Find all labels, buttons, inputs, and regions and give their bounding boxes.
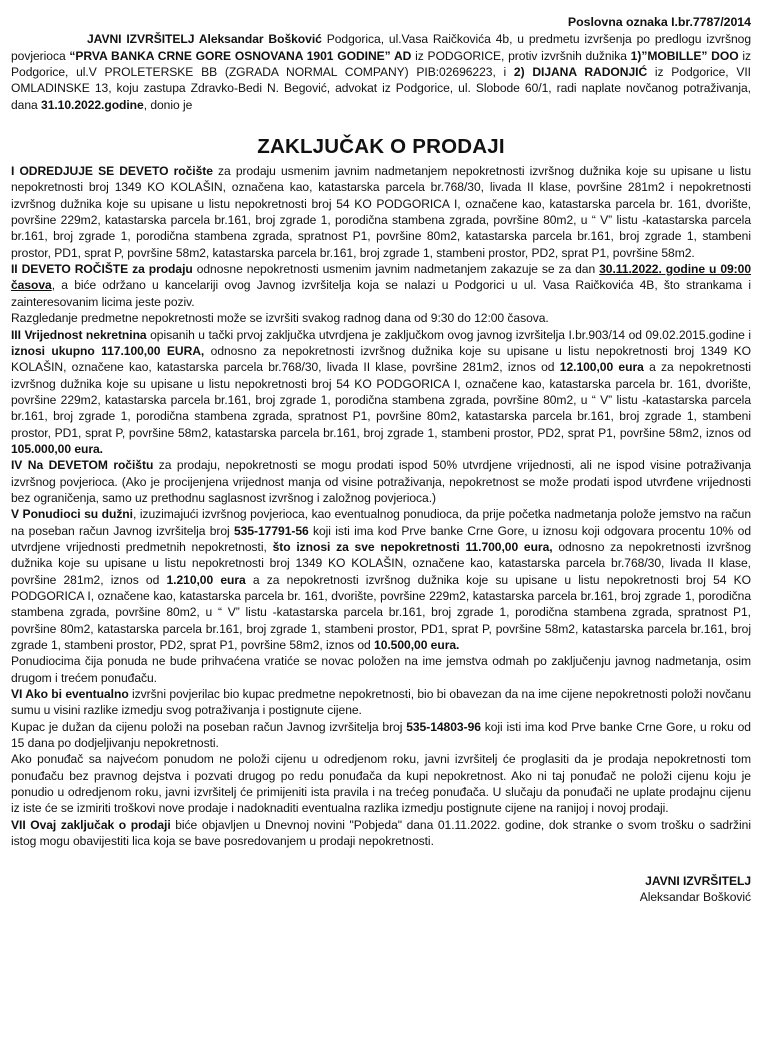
text-run: za prodaju usmenim javnim nadmetanjem nepokretnosti izvršnog dužnika koje su upisane u listu nepokretnosti broj 1349 KO KOLAŠIN, označena kao, katastarska parcela br.768/30, livada II klase, površine 281m2 i nepokretnosti izvršnog dužnika koje su upisane u listu nepokretnosti broj 54 KO PODGORICA I, označene kao, katastarska parcela br. 161, dvorište, površine 229m2, katastarska parcela br.161, broj zgrade 1, porodična stambena zgrada, površine 80m2, u “ V” listu -katastarska parcela br.161, broj zgrade 1, porodična stambena zgrada, spratnost P1, površine 80m2, katastarska parcela br.161, broj zgrade 1, stambeni prostor, PD1, sprat P, površine 58m2, katastarska parcela br.161, broj zgrade 1, stambeni prostor, PD2, sprat P1, površine 58m2.: [11, 164, 751, 260]
text-run: 31.10.2022.godine: [41, 97, 144, 112]
body-paragraph: [11, 719, 751, 752]
text-run: odnosno za nepokretnosti izvršnog dužnika koje su upisane u listu nepokretnosti broj 1349 KO KOLAŠIN, označene kao, katastarska parcela br.768/30, livada II klase, površine 281m2, iznos od: [11, 539, 752, 587]
text-run: što iznosi za sve nepokretnosti 11.700,00 eura,: [272, 539, 553, 554]
text-run: JAVNI IZVRŠITELJ Aleksandar Bošković: [87, 32, 322, 47]
text-run: 535-14803-96: [406, 719, 481, 734]
body-paragraph: [11, 506, 751, 653]
text-run: 1)”MOBILLE” DOO: [630, 48, 739, 63]
text-run: a za nepokretnosti izvršnog dužnika koje su upisane u listu nepokretnosti broj 54 KO PODGORICA I, označene kao, katastarska parcela br. 161, dvorište, površine 229m2, katastarska parcela br.161, broj zgrade 1, porodična stambena zgrada, površine 80m2, u “ V” listu -katastarska parcela br.161, broj zgrade 1, porodična stambena zgrada, spratnost P1, površine 80m2, katastarska parcela br.161, broj zgrade 1, stambeni prostor, PD1, sprat P, površine 58m2, katastarska parcela br.161, broj zgrade 1, stambeni prostor, PD2, sprat P1, površine 58m2, iznos od: [11, 360, 751, 440]
intro-paragraph: [11, 31, 751, 113]
text-run: “PRVA BANKA CRNE GORE OSNOVANA 1901 GODINE” AD: [69, 48, 412, 63]
text-run: koji isti ima kod Prve banke Crne Gore, u iznosu koji odgovara procentu 10% od utvrdjene vrijednosti predmetnih nepokretnosti,: [11, 523, 752, 554]
text-run: 105.000,00 eura.: [11, 441, 103, 456]
text-run: Podgorica, ul.Vasa Raičkovića 4b, u predmetu izvršenja po predlogu izvršnog povjerioca: [11, 32, 752, 63]
text-run: odnosne nepokretnosti usmenim javnim nadmetanjem zakazuje se za dan: [192, 262, 600, 277]
reference-number: Poslovna oznaka I.br.7787/2014: [567, 15, 751, 29]
body-paragraph: [11, 686, 751, 719]
text-run: iz Podgorice, ul.V PROLETERSKE BB (ZGRADA NORMAL COMPANY) PIB:02696223, i: [11, 48, 751, 80]
text-run: a za nepokretnosti izvršnog dužnika koje su upisane u listu nepokretnosti broj 54 KO PODGORICA I, označene kao, katastarska parcela br. 161, dvorište, površine 229m2, katastarska parcela br.161, broj zgrade 1, porodična stambena zgrada, površine 80m2, u “ V” listu -katastarska parcela br.161, broj zgrade 1, porodična stambena zgrada, spratnost P1, površine 80m2, katastarska parcela br.161, broj zgrade 1, stambeni prostor, PD1, sprat P, površine 58m2, katastarska parcela br.161, broj zgrade 1, stambeni prostor, PD2, sprat P1, površine 58m2, iznos od: [11, 572, 751, 653]
text-run: Ponudiocima čija ponuda ne bude prihvaćena vratiće se novac položen na ime jemstva odmah po zaključenju javnog nadmetanja, osim drugom i trećem ponuđaču.: [11, 654, 751, 685]
text-run: Razgledanje predmetne nepokretnosti može se izvršiti svakog radnog dana od 9:30 do 12:00 časova.: [11, 311, 549, 326]
text-run: izvršni povjerilac bio kupac predmetne nepokretnosti, bio bi obavezan da na ime cijene nepokretnosti položi novčanu sumu u visini razlike izmedju svog potraživanja i postignute cijene.: [11, 687, 752, 718]
text-run: VII Ovaj zaključak o prodaji: [11, 817, 171, 832]
text-run: iz Podgorice, VII OMLADINSKE 13, koju zastupa Zdravko-Bedi N. Begović, advokat iz Podgorice, ul. Slobode 60/1, radi naplate novčanog potraživanja, dana: [11, 65, 751, 112]
text-run: , izuzimajući izvršnog povjerioca, kao eventualnog ponudioca, da prije početka nadmetanja polože jemstvo na račun na poseban račun Javnog izvršitelja broj: [11, 507, 752, 538]
text-run: II DEVETO ROČIŠTE za prodaju: [11, 262, 193, 277]
text-run: 1.210,00 eura: [166, 572, 246, 587]
text-run: opisanih u tački prvoj zaključka utvrdjena je zaključkom ovog javnog izvršitelja I.br.903/14 od 09.02.2015.godine i: [146, 327, 752, 342]
body-paragraph: [11, 310, 751, 326]
body-paragraph: [11, 751, 751, 816]
signature-title: JAVNI IZVRŠITELJ: [645, 873, 751, 888]
text-run: V Ponudioci su dužni: [11, 507, 133, 522]
text-run: 10.500,00 eura.: [374, 638, 460, 653]
signature-name: Aleksandar Bošković: [639, 890, 751, 905]
text-run: za prodaju, nepokretnosti se mogu prodati ispod 50% utvrdjene vrijednosti, ali ne ispod visine potraživanja izvršnog povjerioca. (Ako je procijenjena vrijednost manja od visine potraživanja, nepokretnost se može prodati ispod utvrđene vrijednosti bez ograničenja, samo uz prethodnu saglasnost izvršnog i založnog povjerioca.): [11, 458, 751, 505]
body-paragraph: [11, 817, 751, 850]
body-paragraph: [11, 457, 751, 506]
text-run: 535-17791-56: [233, 523, 309, 538]
text-run: koji isti ima kod Prve banke Crne Gore, u roku od 15 dana po dodjeljivanju nepokretnosti.: [11, 719, 751, 751]
text-run: iznosi ukupno 117.100,00 EURA,: [11, 343, 205, 358]
text-run: VI Ako bi eventualno: [11, 687, 129, 702]
text-run: iz PODGORICE, protiv izvršnih dužnika: [411, 48, 631, 63]
document-title: ZAKLJUČAK O PRODAJI: [257, 135, 505, 159]
text-run: I ODREDJUJE SE DEVETO ročište: [11, 164, 213, 179]
text-run: Ako ponuđač sa najvećom ponudom ne položi cijenu u odredjenom roku, javni izvršitelj će proglasiti da je prodaja nepokretnosti tom ponuđaču bez pravnog dejstva i pozvati drugog po redu ponuđača da kupi nepokretnost. Ako ni taj ponuđač ne položi cijenu koju je ponudio u odredjenom roku, javni izvršitelj će primijeniti ista pravila i na trećeg ponuđača. U slučaju da ponuđači ne uplate prodajnu cijenu iz iste će se izmiriti troškovi nove prodaje i nadoknaditi eventualna razlika izmedju postignute cijene na ranijoj i novoj prodaji.: [11, 752, 751, 816]
text-run: , donio je: [143, 97, 193, 112]
text-run: III Vrijednost nekretnina: [11, 327, 147, 342]
text-run: odnosno za nepokretnosti izvršnog dužnika koje su upisane u listu nepokretnosti broj 1349 KO KOLAŠIN, označene kao, katastarska parcela br.768/30, livada II klase, površine 281m2, iznos od: [11, 343, 751, 375]
text-run: 30.11.2022. godine u 09:00 časova: [11, 262, 752, 293]
text-run: 2) DIJANA RADONJIĆ: [513, 65, 648, 80]
signature-block: [11, 873, 751, 906]
body-paragraph: [11, 163, 751, 261]
text-run: 12.100,00 eura: [559, 360, 644, 375]
text-run: , a biće održano u kancelariji ovog Javnog izvršitelja koja se nalazi u Podgorici u ul. Vasa Raičkovića 4B, što strankama i zainteresovanim licima jeste poziv.: [11, 278, 751, 309]
body-paragraph: [11, 261, 751, 310]
text-run: IV Na DEVETOM ročištu: [11, 458, 154, 473]
body-paragraph: [11, 653, 751, 686]
document-body: [11, 163, 751, 849]
body-paragraph: [11, 327, 751, 458]
text-run: Kupac je dužan da cijenu položi na poseban račun Javnog izvršitelja broj: [11, 719, 407, 734]
text-run: biće objavljen u Dnevnoj novini "Pobjeda" dana 01.11.2022. godine, dok stranke o svom trošku o sadržini istog mogu obavijestiti lica koja se bave posredovanjem u prodaji nepokretnosti.: [11, 817, 751, 849]
